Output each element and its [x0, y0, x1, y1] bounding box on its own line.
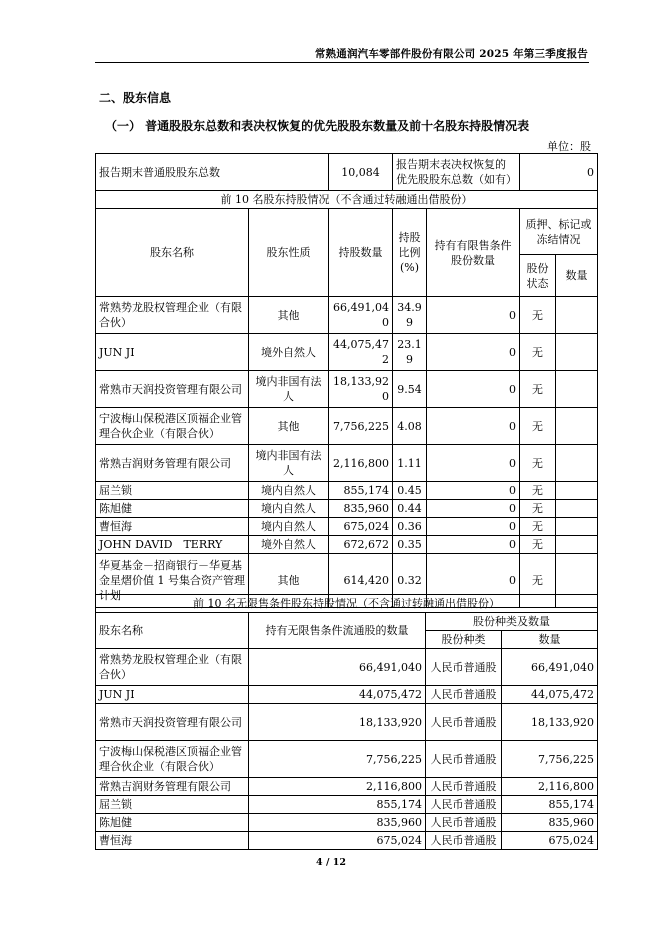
- table-row: [96, 814, 598, 832]
- col-header-kind-qty: 数量: [502, 631, 598, 649]
- shareholder-nature: 境内自然人: [249, 518, 329, 536]
- shares-held: 44,075,472: [329, 334, 393, 371]
- holding-ratio: 34.99: [393, 297, 427, 334]
- section-title: 二、股东信息: [99, 91, 172, 105]
- common-holders-value: 10,084: [329, 154, 393, 191]
- col-header-nature: 股东性质: [249, 209, 329, 297]
- table-row: [96, 297, 598, 334]
- col-header-kind: 股份种类: [426, 631, 502, 649]
- table-row: [96, 482, 598, 500]
- share-kind: 人民币普通股: [426, 796, 502, 814]
- holding-ratio: 9.54: [393, 371, 427, 408]
- pledge-quantity: [556, 482, 598, 500]
- share-kind: 人民币普通股: [426, 686, 502, 704]
- restricted-shares: 0: [427, 408, 520, 445]
- shareholder-name: 常熟吉润财务管理有限公司: [96, 445, 249, 482]
- shareholder-nature: 境外自然人: [249, 536, 329, 554]
- subsection-title: （一） 普通股股东总数和表决权恢复的优先股股东数量及前十名股东持股情况表: [105, 119, 530, 133]
- holding-ratio: 0.44: [393, 500, 427, 518]
- shareholder-name: JUN JI: [96, 686, 249, 704]
- unrestricted-shares: 18,133,920: [249, 704, 426, 741]
- header-rule: [95, 62, 589, 63]
- share-kind-quantity: 675,024: [502, 832, 598, 850]
- pledge-status: 无: [520, 371, 556, 408]
- pref-holders-label: 报告期末表决权恢复的优先股股东总数（如有）: [393, 154, 520, 191]
- table-row: [96, 334, 598, 371]
- unrestricted-shares: 835,960: [249, 814, 426, 832]
- unrestricted-caption-row: [96, 595, 598, 613]
- restricted-shares: 0: [427, 482, 520, 500]
- unrestricted-shares: 855,174: [249, 796, 426, 814]
- table-row: [96, 408, 598, 445]
- unrestricted-body: [96, 649, 598, 850]
- holding-ratio: 0.35: [393, 536, 427, 554]
- share-kind-quantity: 835,960: [502, 814, 598, 832]
- restricted-shares: 0: [427, 371, 520, 408]
- shareholder-nature: 境内自然人: [249, 482, 329, 500]
- shares-held: 7,756,225: [329, 408, 393, 445]
- pledge-quantity: [556, 500, 598, 518]
- share-kind-quantity: 44,075,472: [502, 686, 598, 704]
- report-header: 常熟通润汽车零部件股份有限公司 2025 年第三季度报告: [314, 48, 588, 60]
- top10-header-row: [96, 209, 598, 255]
- shareholder-nature: 境外自然人: [249, 334, 329, 371]
- shares-held: 675,024: [329, 518, 393, 536]
- share-kind: 人民币普通股: [426, 814, 502, 832]
- pledge-quantity: [556, 371, 598, 408]
- table-row: [96, 371, 598, 408]
- share-kind: 人民币普通股: [426, 649, 502, 686]
- pledge-status: 无: [520, 408, 556, 445]
- pledge-status: 无: [520, 536, 556, 554]
- unrestricted-caption: 前 10 名无限售条件股东持股情况（不含通过转融通出借股份）: [96, 595, 598, 613]
- share-kind: 人民币普通股: [426, 778, 502, 796]
- pledge-status: 无: [520, 482, 556, 500]
- restricted-shares: 0: [427, 445, 520, 482]
- table-row: [96, 500, 598, 518]
- share-kind-quantity: 2,116,800: [502, 778, 598, 796]
- pledge-quantity: [556, 408, 598, 445]
- shareholder-name: 常熟吉润财务管理有限公司: [96, 778, 249, 796]
- unrestricted-shares: 66,491,040: [249, 649, 426, 686]
- share-kind: 人民币普通股: [426, 704, 502, 741]
- holding-ratio: 0.36: [393, 518, 427, 536]
- shareholder-name: 常熟势龙股权管理企业（有限合伙）: [96, 297, 249, 334]
- shares-held: 855,174: [329, 482, 393, 500]
- summary-row: [96, 154, 598, 191]
- pledge-status: 无: [520, 518, 556, 536]
- pledge-status: 无: [520, 297, 556, 334]
- col-header-qty: 持股数量: [329, 209, 393, 297]
- holding-ratio: 23.19: [393, 334, 427, 371]
- top10-shareholders-table: [95, 153, 598, 608]
- shareholder-nature: 境内非国有法人: [249, 371, 329, 408]
- table-row: [96, 686, 598, 704]
- top10-caption-row: [96, 191, 598, 209]
- table-row: [96, 445, 598, 482]
- shareholder-name: 曹恒海: [96, 832, 249, 850]
- col-header-restricted: 持有有限售条件股份数量: [427, 209, 520, 297]
- unrestricted-shares: 675,024: [249, 832, 426, 850]
- shareholder-nature: 其他: [249, 554, 329, 608]
- page-number: 4 / 12: [316, 857, 346, 868]
- pledge-status: 无: [520, 500, 556, 518]
- unit-label: 单位：股: [547, 140, 591, 153]
- pledge-quantity: [556, 334, 598, 371]
- pledge-status: 无: [520, 554, 556, 608]
- shareholder-name: 宁波梅山保税港区顶福企业管理合伙企业（有限合伙）: [96, 741, 249, 778]
- table-row: [96, 536, 598, 554]
- shareholder-nature: 境内非国有法人: [249, 445, 329, 482]
- unrestricted-shares: 2,116,800: [249, 778, 426, 796]
- pledge-quantity: [556, 445, 598, 482]
- share-kind-quantity: 66,491,040: [502, 649, 598, 686]
- holding-ratio: 0.45: [393, 482, 427, 500]
- col-header-ratio: 持股比例(%): [393, 209, 427, 297]
- shareholder-name: JUN JI: [96, 334, 249, 371]
- unrestricted-shares: 7,756,225: [249, 741, 426, 778]
- col-header-pledge-status: 股份状态: [520, 255, 556, 297]
- shareholder-name: 曹恒海: [96, 518, 249, 536]
- shares-held: 18,133,920: [329, 371, 393, 408]
- shareholder-name: 华夏基金－招商银行－华夏基金星熠价值 1 号集合资产管理计划: [96, 554, 249, 608]
- col-header-kind-group: 股份种类及数量: [426, 613, 598, 631]
- shares-held: 2,116,800: [329, 445, 393, 482]
- table-row: [96, 778, 598, 796]
- unrestricted-header-row: [96, 613, 598, 631]
- shareholder-nature: 其他: [249, 297, 329, 334]
- table-row: [96, 704, 598, 741]
- common-holders-label: 报告期末普通股股东总数: [96, 154, 329, 191]
- restricted-shares: 0: [427, 536, 520, 554]
- share-kind: 人民币普通股: [426, 741, 502, 778]
- shareholder-name: JOHN DAVID TERRY: [96, 536, 249, 554]
- shareholder-name: 常熟势龙股权管理企业（有限合伙）: [96, 649, 249, 686]
- unrestricted-shares: 44,075,472: [249, 686, 426, 704]
- top10-caption: 前 10 名股东持股情况（不含通过转融通出借股份）: [96, 191, 598, 209]
- shares-held: 835,960: [329, 500, 393, 518]
- col-header-u-name: 股东名称: [96, 613, 249, 649]
- pledge-quantity: [556, 518, 598, 536]
- pledge-status: 无: [520, 334, 556, 371]
- holding-ratio: 4.08: [393, 408, 427, 445]
- shareholder-nature: 境内自然人: [249, 500, 329, 518]
- pref-holders-value: 0: [520, 154, 598, 191]
- share-kind-quantity: 18,133,920: [502, 704, 598, 741]
- table-row: [96, 741, 598, 778]
- col-header-u-qty: 持有无限售条件流通股的数量: [249, 613, 426, 649]
- shareholder-name: 屈兰锁: [96, 482, 249, 500]
- shareholder-name: 常熟市天润投资管理有限公司: [96, 704, 249, 741]
- shareholder-name: 宁波梅山保税港区顶福企业管理合伙企业（有限合伙）: [96, 408, 249, 445]
- table-row: [96, 832, 598, 850]
- shareholder-name: 常熟市天润投资管理有限公司: [96, 371, 249, 408]
- shareholder-name: 陈旭健: [96, 500, 249, 518]
- unrestricted-shareholders-table: [95, 594, 598, 850]
- holding-ratio: 0.32: [393, 554, 427, 608]
- pledge-quantity: [556, 536, 598, 554]
- share-kind-quantity: 855,174: [502, 796, 598, 814]
- col-header-name: 股东名称: [96, 209, 249, 297]
- restricted-shares: 0: [427, 297, 520, 334]
- restricted-shares: 0: [427, 518, 520, 536]
- shares-held: 66,491,040: [329, 297, 393, 334]
- shareholder-nature: 其他: [249, 408, 329, 445]
- holding-ratio: 1.11: [393, 445, 427, 482]
- shares-held: 672,672: [329, 536, 393, 554]
- shareholder-name: 陈旭健: [96, 814, 249, 832]
- table-row: [96, 649, 598, 686]
- col-header-pledge-qty: 数量: [556, 255, 598, 297]
- pledge-status: 无: [520, 445, 556, 482]
- restricted-shares: 0: [427, 554, 520, 608]
- share-kind-quantity: 7,756,225: [502, 741, 598, 778]
- col-header-pledge: 质押、标记或冻结情况: [520, 209, 598, 255]
- table-row: [96, 796, 598, 814]
- table-row: [96, 518, 598, 536]
- restricted-shares: 0: [427, 334, 520, 371]
- restricted-shares: 0: [427, 500, 520, 518]
- shares-held: 614,420: [329, 554, 393, 608]
- pledge-quantity: [556, 297, 598, 334]
- share-kind: 人民币普通股: [426, 832, 502, 850]
- shareholder-name: 屈兰锁: [96, 796, 249, 814]
- top10-body: [96, 297, 598, 608]
